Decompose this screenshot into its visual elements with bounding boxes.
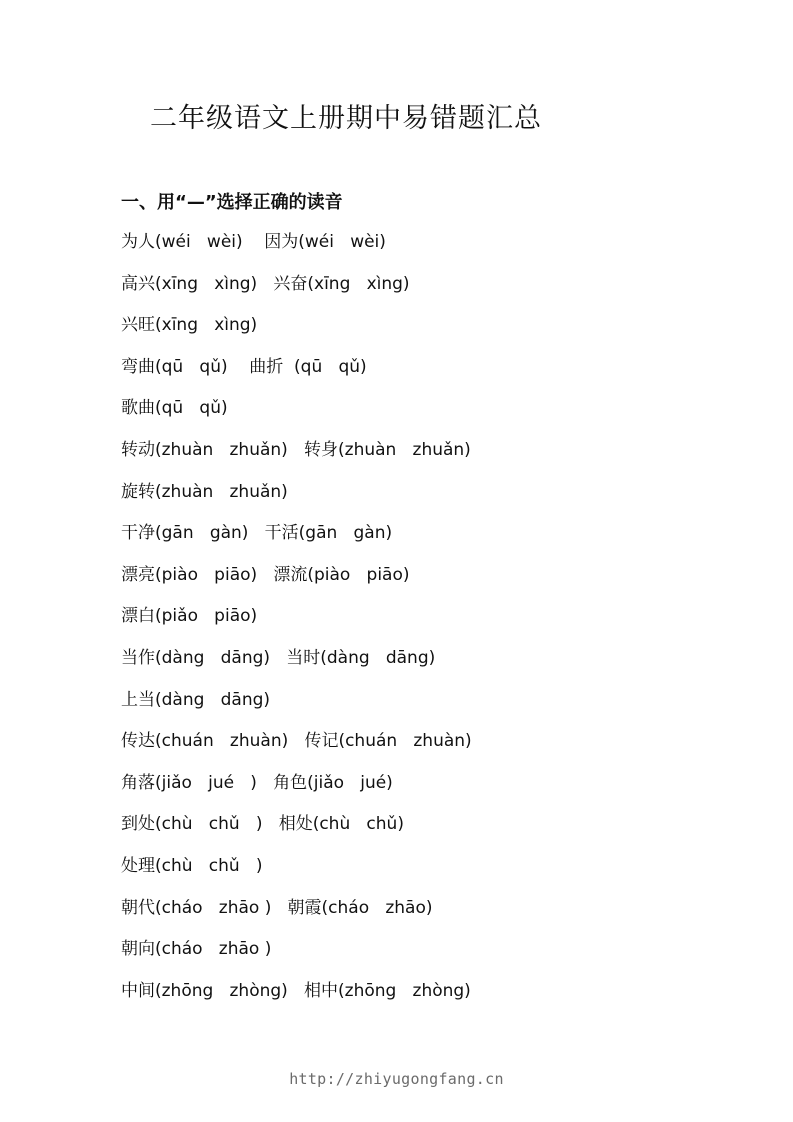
exercise-line: 传达(chuán zhuàn) 传记(chuán zhuàn): [121, 731, 472, 752]
document-title: 二年级语文上册期中易错题汇总: [150, 103, 542, 134]
exercise-line: 朝向(cháo zhāo ): [121, 939, 272, 960]
exercise-line: 歌曲(qū qǔ): [121, 398, 228, 419]
section-heading: 一、用“—”选择正确的读音: [121, 192, 343, 213]
exercise-line: 到处(chù chǔ ) 相处(chù chǔ): [121, 814, 404, 835]
exercise-line: 朝代(cháo zhāo ) 朝霞(cháo zhāo): [121, 897, 433, 918]
footer-url: http://zhiyugongfang.cn: [289, 1070, 504, 1088]
exercise-line: 中间(zhōng zhòng) 相中(zhōng zhòng): [121, 980, 471, 1001]
exercise-line: 弯曲(qū qǔ) 曲折 (qū qǔ): [121, 356, 367, 377]
exercise-list: [121, 228, 721, 1018]
exercise-line: 旋转(zhuàn zhuǎn): [121, 481, 288, 502]
exercise-line: 为人(wéi wèi) 因为(wéi wèi): [121, 232, 386, 252]
exercise-line: 兴旺(xīng xìng): [121, 315, 258, 336]
exercise-line: 上当(dàng dāng): [121, 689, 271, 710]
exercise-line: 高兴(xīng xìng) 兴奋(xīng xìng): [121, 273, 410, 294]
exercise-line: 当作(dàng dāng) 当时(dàng dāng): [121, 647, 436, 668]
exercise-line: 干净(gān gàn) 干活(gān gàn): [121, 523, 393, 544]
exercise-line: 处理(chù chǔ ): [121, 855, 263, 876]
exercise-line: 漂亮(piào piāo) 漂流(piào piāo): [121, 564, 410, 585]
exercise-line: 转动(zhuàn zhuǎn) 转身(zhuàn zhuǎn): [121, 439, 471, 460]
exercise-line: 漂白(piǎo piāo): [121, 606, 258, 627]
exercise-line: 角落(jiǎo jué ) 角色(jiǎo jué): [121, 772, 393, 793]
